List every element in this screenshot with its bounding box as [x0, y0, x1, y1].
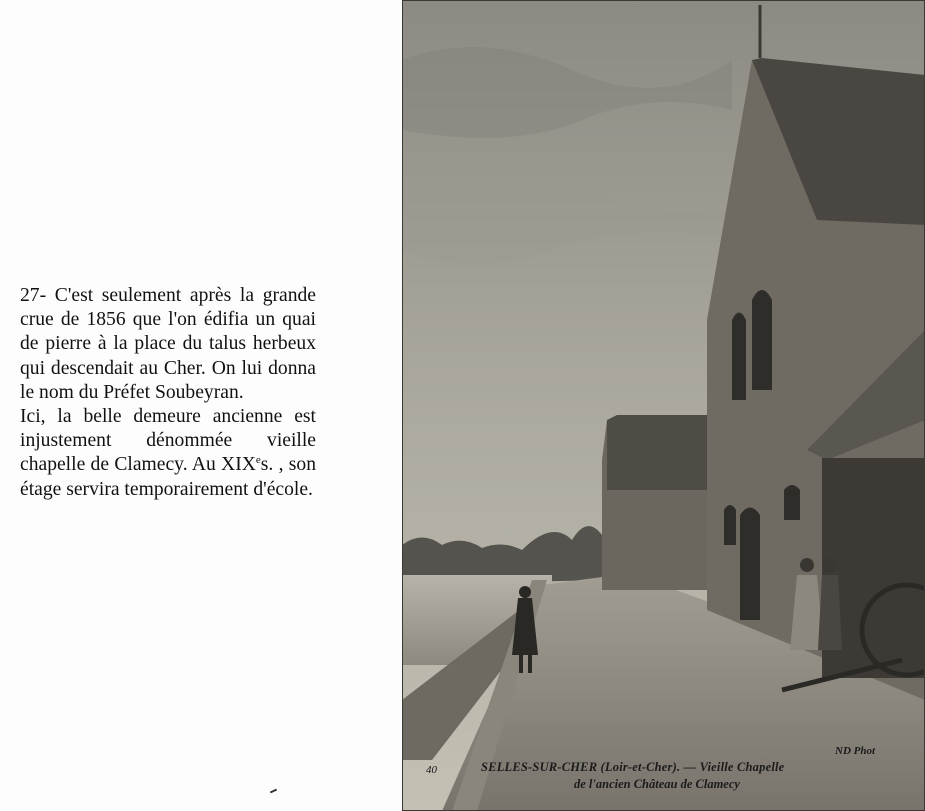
- caption-superscript: e: [255, 454, 261, 467]
- postcard-title: SELLES-SUR-CHER (Loir-et-Cher). — Vieille Chapelle: [481, 760, 785, 774]
- caption-paragraph-1: 27- C'est seulement après la grande crue de 1856 que l'on édifia un quai de pierre à la place du talus herbeux qui descendait au Cher. On lui donna le nom du Préfet Soubeyran.: [20, 285, 316, 403]
- caption-paragraph-2-end: s. , son étage servira temporairement d'école.: [20, 454, 316, 500]
- stray-pen-mark: [270, 789, 277, 794]
- left-page: [0, 0, 402, 811]
- small-house-roof: [607, 415, 710, 490]
- caption-text: [20, 284, 316, 502]
- page-number: 40: [426, 764, 437, 776]
- postcard-illustration: [402, 0, 925, 811]
- postcard-publisher: ND Phot: [835, 745, 876, 757]
- postcard-subtitle: de l'ancien Château de Clamecy: [574, 777, 740, 791]
- postcard-photo: [402, 0, 925, 811]
- caption-paragraph-2: [20, 405, 316, 502]
- caption-paragraph-2-start: Ici, la belle demeure ancienne est injustement dénommée vieille chapelle de Clamecy. Au XIX: [20, 406, 316, 476]
